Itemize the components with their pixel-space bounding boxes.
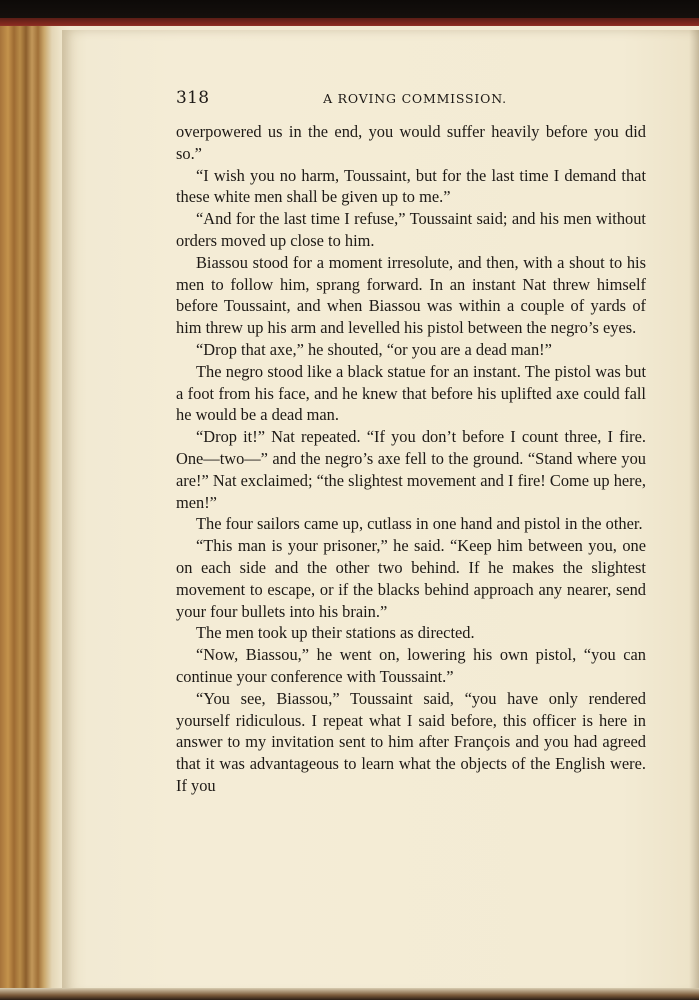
paragraph: “And for the last time I refuse,” Toussaint said; and his men without orders moved up close to him. <box>176 209 646 250</box>
running-head: A ROVING COMMISSION. <box>323 91 507 106</box>
paragraph: “This man is your prisoner,” he said. “Keep him between you, one on each side and the other two behind. If he makes the slightest movement to escape, or if the blacks behind approach any nearer, send your four bullets into his brain.” <box>176 536 646 621</box>
paragraph: “I wish you no harm, Toussaint, but for the last time I demand that these white men shall be given up to me.” <box>176 165 646 207</box>
book-bottom-edge <box>0 988 699 1000</box>
paragraph: The negro stood like a black statue for an instant. The pistol was but a foot from his face, and he knew that before his uplifted axe could fall he would be a dead man. <box>176 361 646 425</box>
paragraph: “Drop it!” Nat repeated. “If you don’t before I count three, I fire. One—two—” and the negro’s axe fell to the ground. “Stand where you are!” Nat exclaimed; “the slightest movement and I fire! Come up here, men!” <box>176 427 646 512</box>
body-text <box>176 121 646 797</box>
paragraph: The men took up their stations as directed. <box>196 623 475 643</box>
page-right-shadow <box>689 30 699 990</box>
page-header <box>176 88 646 112</box>
paragraph: “Drop that axe,” he shouted, “or you are a dead man!” <box>196 339 552 359</box>
paragraph: “Now, Biassou,” he went on, lowering his own pistol, “you can continue your conference with Toussaint.” <box>176 645 646 686</box>
paragraph: “You see, Biassou,” Toussaint said, “you have only rendered yourself ridiculous. I repeat what I said before, this officer is here in answer to my invitation sent to him after François and you had agreed that it was advantageous to learn what the objects of the English were. If you <box>176 688 646 795</box>
page-number: 318 <box>176 88 210 108</box>
paragraph: Biassou stood for a moment irresolute, and then, with a shout to his men to follow him, sprang forward. In an instant Nat threw himself before Toussaint, and when Biassou was within a couple of yards of him threw up his arm and levelled his pistol between the negro’s eyes. <box>176 252 646 338</box>
paragraph: overpowered us in the end, you would suffer heavily before you did so.” <box>176 122 646 163</box>
paragraph: The four sailors came up, cutlass in one hand and pistol in the other. <box>196 514 643 534</box>
